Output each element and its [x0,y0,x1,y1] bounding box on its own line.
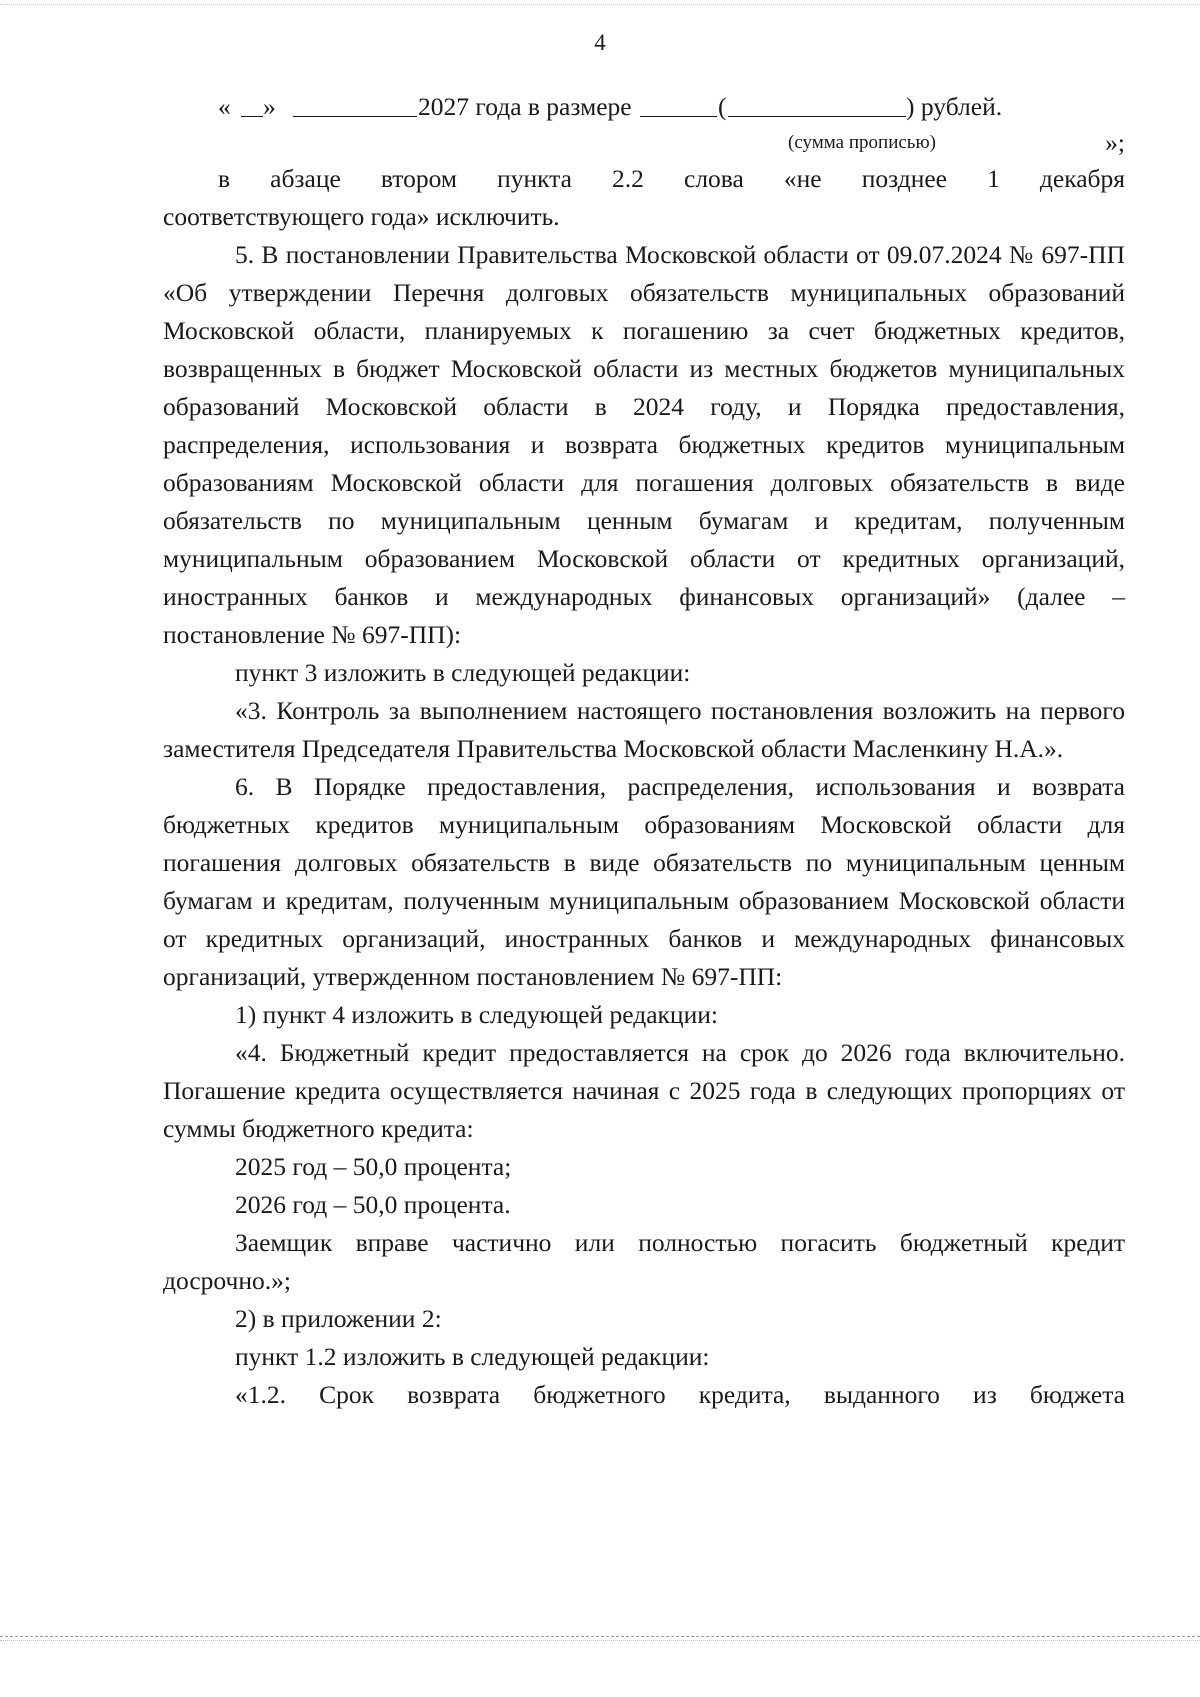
paragraph-early-repayment: Заемщик вправе частично или полностью погасить бюджетный кредит досрочно.»; [163,1228,1125,1295]
form-quote-open: « [218,92,231,121]
form-day-blank [241,90,263,117]
paragraph-item-3-heading: пункт 3 изложить в следующей редакции: [235,658,691,687]
scan-edge-bottom [0,1636,1200,1637]
scan-edge-top [0,4,1200,5]
document-body [163,88,1125,1414]
form-quote-close: » [263,92,276,121]
page-number: 4 [594,30,606,55]
form-line-end: »; [1105,128,1125,157]
paragraph-subitem-2: 2) в приложении 2: [235,1304,442,1333]
paragraph-item-4-text: «4. Бюджетный кредит предоставляется на срок до 2026 года включительно. Погашение кредита осуществляется начиная с 2025 года в следующих пропорциях от суммы бюджетного кредита: [163,1038,1125,1143]
paragraph-5-intro: 5. В постановлении Правительства Московской области от 09.07.2024 № 697-ПП «Об утверждении Перечня долговых обязательств муниципальных образований Московской области, планируемых к погашению за счет бюджетных кредитов, возвращенных в бюджет Московской области из местных бюджетов муниципальных образований Московской области в 2024 году, и Порядка предоставления, распределения, использования и возврата бюджетных кредитов муниципальным образованиям Московской области для погашения долговых обязательств в виде обязательств по муниципальным ценным бумагам и кредитам, полученным муниципальным образованием Московской области от кредитных организаций, иностранных банков и международных финансовых организаций» (далее – постановление № 697-ПП): [163,240,1125,649]
paragraph-item-1-2-heading: пункт 1.2 изложить в следующей редакции: [235,1342,710,1371]
paragraph-subitem-1: 1) пункт 4 изложить в следующей редакции: [235,1000,718,1029]
form-caption: (сумма прописью) [788,132,936,153]
paragraph-6-intro: 6. В Порядке предоставления, распределения, использования и возврата бюджетных кредитов муниципальным образованиям Московской области для погашения долговых обязательств в виде обязательств по муниципальным ценным бумагам и кредитам, полученным муниципальным образованием Московской области от кредитных организаций, иностранных банков и международных финансовых организаций, утвержденном постановлением № 697-ПП: [163,772,1125,991]
paragraph-year-2026: 2026 год – 50,0 процента. [235,1190,511,1219]
scan-edge-bottom-dots [0,1640,1200,1641]
form-caption-row [163,126,1125,160]
paragraph-year-2025: 2025 год – 50,0 процента; [235,1152,512,1181]
paragraph-item-3-text: «3. Контроль за выполнением настоящего постановления возложить на первого заместителя Председателя Правительства Московской области Масленкину Н.А.». [163,696,1125,763]
paragraph-1-line-2: соответствующего года» исключить. [163,202,560,231]
form-amount-words-blank [728,90,906,117]
form-year-text: 2027 года в размере [418,92,632,121]
paragraph-1-line-1: в абзаце втором пункта 2.2 слова «не позднее 1 декабря [218,164,1125,193]
form-amount-suffix: ) рублей. [906,92,1003,121]
form-amount-blank [640,90,717,117]
form-month-blank [293,90,417,117]
form-line [163,88,1125,126]
form-paren-open: ( [718,92,727,121]
paragraph-item-1-2-text: «1.2. Срок возврата бюджетного кредита, выданного из бюджета [235,1380,1125,1409]
